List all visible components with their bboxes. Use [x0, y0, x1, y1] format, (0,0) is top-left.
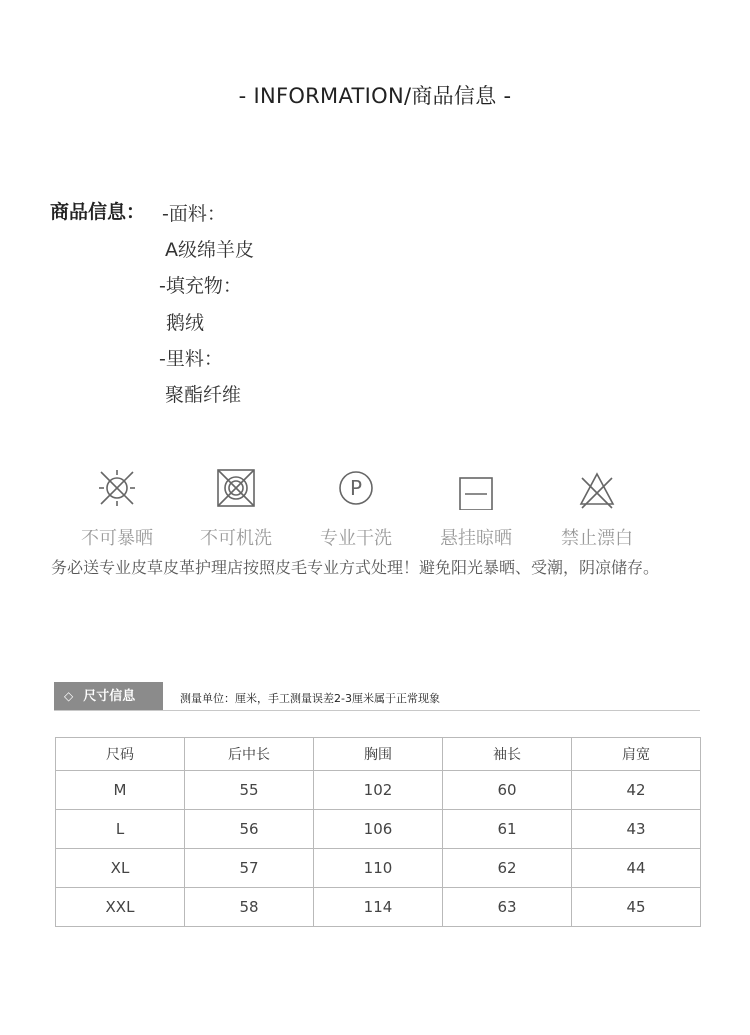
- cell-sleeve: 60: [443, 771, 572, 810]
- no-sun-icon: [95, 466, 139, 510]
- cell-sleeve: 62: [443, 849, 572, 888]
- info-line-lining-value: 聚酯纤维: [165, 384, 242, 406]
- table-row: [56, 849, 701, 888]
- cell-shoulder: 42: [572, 771, 701, 810]
- care-label-no-sun: 不可暴晒: [81, 528, 153, 549]
- cell-sleeve: 63: [443, 888, 572, 927]
- table-row: [56, 810, 701, 849]
- cell-shoulder: 43: [572, 810, 701, 849]
- info-line-fabric-heading: -面料：: [162, 203, 226, 225]
- cell-size: L: [56, 810, 185, 849]
- header-sleeve: 袖长: [443, 738, 572, 771]
- care-label-hang-dry: 悬挂晾晒: [440, 528, 512, 549]
- info-line-lining-heading: -里料：: [159, 348, 223, 370]
- info-line-fabric-value: A级绵羊皮: [165, 239, 254, 261]
- professional-clean-icon: [334, 466, 378, 510]
- header-back-length: 后中长: [185, 738, 314, 771]
- cell-chest: 106: [314, 810, 443, 849]
- care-item-professional-clean: [301, 466, 411, 550]
- size-table: [55, 737, 701, 927]
- care-item-no-sun: [62, 466, 172, 550]
- care-item-hang-dry: [421, 466, 531, 550]
- cell-size: M: [56, 771, 185, 810]
- care-instructions: [0, 466, 750, 556]
- cell-chest: 114: [314, 888, 443, 927]
- cell-size: XXL: [56, 888, 185, 927]
- page-title: - INFORMATION/商品信息 -: [238, 84, 512, 108]
- hang-dry-icon: [454, 466, 498, 510]
- care-item-no-machine-wash: [181, 466, 291, 550]
- cell-sleeve: 61: [443, 810, 572, 849]
- header-shoulder: 肩宽: [572, 738, 701, 771]
- table-row: [56, 888, 701, 927]
- size-measurement-note: 测量单位：厘米，手工测量误差2-3厘米属于正常现象: [180, 692, 440, 705]
- table-header-row: [56, 738, 701, 771]
- no-machine-wash-icon: [214, 466, 258, 510]
- size-section-tag: [54, 682, 163, 710]
- care-item-no-bleach: [542, 466, 652, 550]
- cell-back-length: 55: [185, 771, 314, 810]
- cell-shoulder: 45: [572, 888, 701, 927]
- diamond-icon: ◇: [64, 689, 74, 703]
- info-line-filling-heading: -填充物：: [159, 275, 242, 297]
- cell-back-length: 56: [185, 810, 314, 849]
- header-chest: 胸围: [314, 738, 443, 771]
- cell-chest: 102: [314, 771, 443, 810]
- care-note: 务必送专业皮草皮革护理店按照皮毛专业方式处理！避免阳光暴晒、受潮，阴凉储存。: [51, 558, 660, 577]
- care-label-no-bleach: 禁止漂白: [561, 528, 633, 549]
- cell-back-length: 58: [185, 888, 314, 927]
- table-row: [56, 771, 701, 810]
- info-line-filling-value: 鹅绒: [166, 312, 205, 334]
- cell-shoulder: 44: [572, 849, 701, 888]
- care-label-professional-clean: 专业干洗: [320, 528, 392, 549]
- cell-back-length: 57: [185, 849, 314, 888]
- cell-chest: 110: [314, 849, 443, 888]
- product-info-label: 商品信息：: [50, 201, 146, 223]
- header-size: 尺码: [56, 738, 185, 771]
- no-bleach-icon: [575, 466, 619, 510]
- size-section-header: [54, 682, 700, 711]
- svg-text:P: P: [349, 476, 363, 500]
- care-label-no-machine-wash: 不可机洗: [200, 528, 272, 549]
- size-section-title: 尺寸信息: [83, 689, 136, 704]
- cell-size: XL: [56, 849, 185, 888]
